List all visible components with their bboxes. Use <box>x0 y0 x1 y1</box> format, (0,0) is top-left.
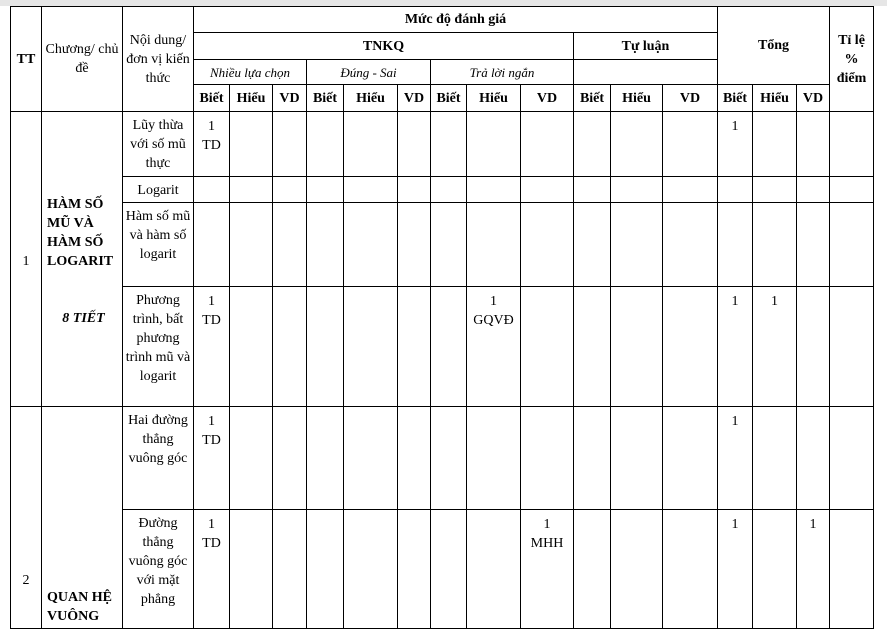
table-row <box>11 407 874 510</box>
value-cell <box>194 203 230 287</box>
value-cell <box>273 510 307 629</box>
chapter-title: QUAN HỆ VUÔNG <box>47 590 112 624</box>
value-cell <box>574 203 611 287</box>
header-level-bixt: Biết <box>307 85 344 112</box>
cell-value: 1 <box>543 517 551 532</box>
table-row <box>11 510 874 629</box>
value-cell <box>398 287 431 407</box>
value-cell <box>431 112 467 177</box>
value-cell <box>307 112 344 177</box>
value-cell <box>273 287 307 407</box>
chapter-cell <box>42 112 123 407</box>
value-cell <box>467 112 521 177</box>
cell-value: 1 <box>731 119 739 134</box>
value-cell <box>797 287 830 407</box>
header-essay-blank <box>574 60 718 85</box>
header-level-vd: VD <box>663 85 718 112</box>
value-cell <box>521 112 574 177</box>
value-cell <box>307 407 344 510</box>
value-cell <box>797 203 830 287</box>
cell-value: 1 <box>208 414 215 429</box>
value-cell <box>611 112 663 177</box>
header-level-hixu: Hiểu <box>230 85 273 112</box>
value-cell <box>344 287 398 407</box>
value-cell <box>467 177 521 203</box>
value-cell <box>273 112 307 177</box>
value-cell <box>431 287 467 407</box>
cell-value: TD <box>202 433 221 448</box>
value-cell <box>718 287 753 407</box>
header-tt: TT <box>11 7 42 112</box>
content-cell: Phương trình, bất phương trình mũ và logarit <box>123 287 194 407</box>
cell-value: GQVĐ <box>473 313 514 328</box>
value-cell <box>611 177 663 203</box>
value-cell <box>307 287 344 407</box>
header-level-hixu: Hiểu <box>467 85 521 112</box>
value-cell <box>830 407 874 510</box>
value-cell <box>718 407 753 510</box>
row-number: 2 <box>11 407 42 629</box>
value-cell <box>344 407 398 510</box>
header-level-hixu: Hiểu <box>344 85 398 112</box>
value-cell <box>663 112 718 177</box>
value-cell <box>521 407 574 510</box>
value-cell <box>663 203 718 287</box>
value-cell <box>718 177 753 203</box>
cell-value: 1 <box>731 414 739 429</box>
value-cell <box>830 203 874 287</box>
value-cell <box>467 407 521 510</box>
value-cell <box>194 287 230 407</box>
header-level-bixt: Biết <box>431 85 467 112</box>
header-total: Tổng <box>718 7 830 85</box>
value-cell <box>273 203 307 287</box>
value-cell <box>230 203 273 287</box>
value-cell <box>344 112 398 177</box>
value-cell <box>797 407 830 510</box>
value-cell <box>574 407 611 510</box>
value-cell <box>718 112 753 177</box>
table-row <box>11 287 874 407</box>
header-level-vd: VD <box>521 85 574 112</box>
cell-value: TD <box>202 313 221 328</box>
value-cell <box>611 407 663 510</box>
value-cell <box>273 407 307 510</box>
value-cell <box>830 287 874 407</box>
value-cell <box>753 287 797 407</box>
value-cell <box>797 510 830 629</box>
value-cell <box>398 177 431 203</box>
value-cell <box>230 287 273 407</box>
header-level-hixu: Hiểu <box>611 85 663 112</box>
value-cell <box>611 203 663 287</box>
cell-value: 1 <box>208 517 215 532</box>
header-level-vd: VD <box>797 85 830 112</box>
value-cell <box>194 112 230 177</box>
cell-value: MHH <box>530 536 564 551</box>
header-multiple-choice: Nhiều lựa chọn <box>194 60 307 85</box>
cell-value: 1 <box>490 294 497 309</box>
chapter-cell <box>42 407 123 629</box>
value-cell <box>574 112 611 177</box>
cell-value: TD <box>202 536 221 551</box>
value-cell <box>467 287 521 407</box>
header-ratio: Tỉ lệ % điểm <box>830 7 874 112</box>
value-cell <box>718 203 753 287</box>
value-cell <box>467 510 521 629</box>
value-cell <box>307 177 344 203</box>
value-cell <box>753 407 797 510</box>
value-cell <box>431 177 467 203</box>
value-cell <box>718 510 753 629</box>
value-cell <box>194 407 230 510</box>
header-chapter: Chương/ chủ đề <box>42 7 123 112</box>
value-cell <box>230 177 273 203</box>
content-cell: Logarit <box>123 177 194 203</box>
header-true-false: Đúng - Sai <box>307 60 431 85</box>
chapter-periods: 8 TIẾT <box>62 310 105 326</box>
value-cell <box>611 510 663 629</box>
value-cell <box>344 203 398 287</box>
value-cell <box>663 177 718 203</box>
value-cell <box>230 510 273 629</box>
value-cell <box>398 112 431 177</box>
value-cell <box>753 177 797 203</box>
row-number: 1 <box>11 112 42 407</box>
value-cell <box>194 510 230 629</box>
value-cell <box>344 177 398 203</box>
value-cell <box>830 112 874 177</box>
value-cell <box>753 203 797 287</box>
header-short-answer: Trả lời ngắn <box>431 60 574 85</box>
cell-value: TD <box>202 138 221 153</box>
value-cell <box>663 407 718 510</box>
cell-value: 1 <box>208 294 215 309</box>
cell-value: 1 <box>771 294 778 309</box>
header-level-bixt: Biết <box>718 85 753 112</box>
table-row <box>11 177 874 203</box>
header-tnkq: TNKQ <box>194 33 574 60</box>
cell-value: 1 <box>731 517 739 532</box>
content-cell: Lũy thừa với số mũ thực <box>123 112 194 177</box>
value-cell <box>830 510 874 629</box>
value-cell <box>574 510 611 629</box>
header-level-bixt: Biết <box>574 85 611 112</box>
chapter-title: HÀM SỐ MŨ VÀ HÀM SỐ LOGARIT <box>47 196 114 269</box>
value-cell <box>307 203 344 287</box>
value-cell <box>398 407 431 510</box>
value-cell <box>797 112 830 177</box>
table-row <box>11 203 874 287</box>
value-cell <box>467 203 521 287</box>
value-cell <box>398 203 431 287</box>
assessment-matrix-table <box>10 6 874 629</box>
value-cell <box>194 177 230 203</box>
value-cell <box>753 112 797 177</box>
value-cell <box>830 177 874 203</box>
header-level-bixt: Biết <box>194 85 230 112</box>
value-cell <box>574 287 611 407</box>
value-cell <box>398 510 431 629</box>
value-cell <box>574 177 611 203</box>
cell-value: 1 <box>208 119 215 134</box>
value-cell <box>230 112 273 177</box>
value-cell <box>521 177 574 203</box>
value-cell <box>230 407 273 510</box>
value-cell <box>273 177 307 203</box>
content-cell: Hai đường thẳng vuông góc <box>123 407 194 510</box>
value-cell <box>753 510 797 629</box>
table-row <box>11 112 874 177</box>
value-cell <box>663 287 718 407</box>
cell-value: 1 <box>809 517 817 532</box>
cell-value: 1 <box>731 294 739 309</box>
value-cell <box>663 510 718 629</box>
value-cell <box>431 510 467 629</box>
value-cell <box>307 510 344 629</box>
value-cell <box>611 287 663 407</box>
header-level-hixu: Hiểu <box>753 85 797 112</box>
value-cell <box>521 510 574 629</box>
header-assessment-level: Mức độ đánh giá <box>194 7 718 33</box>
value-cell <box>344 510 398 629</box>
content-cell: Đường thẳng vuông góc với mặt phẳng <box>123 510 194 629</box>
header-content: Nội dung/đơn vị kiến thức <box>123 7 194 112</box>
value-cell <box>431 203 467 287</box>
value-cell <box>797 177 830 203</box>
content-cell: Hàm số mũ và hàm số logarit <box>123 203 194 287</box>
header-essay: Tự luận <box>574 33 718 60</box>
value-cell <box>521 203 574 287</box>
value-cell <box>431 407 467 510</box>
header-level-vd: VD <box>398 85 431 112</box>
value-cell <box>521 287 574 407</box>
header-level-vd: VD <box>273 85 307 112</box>
